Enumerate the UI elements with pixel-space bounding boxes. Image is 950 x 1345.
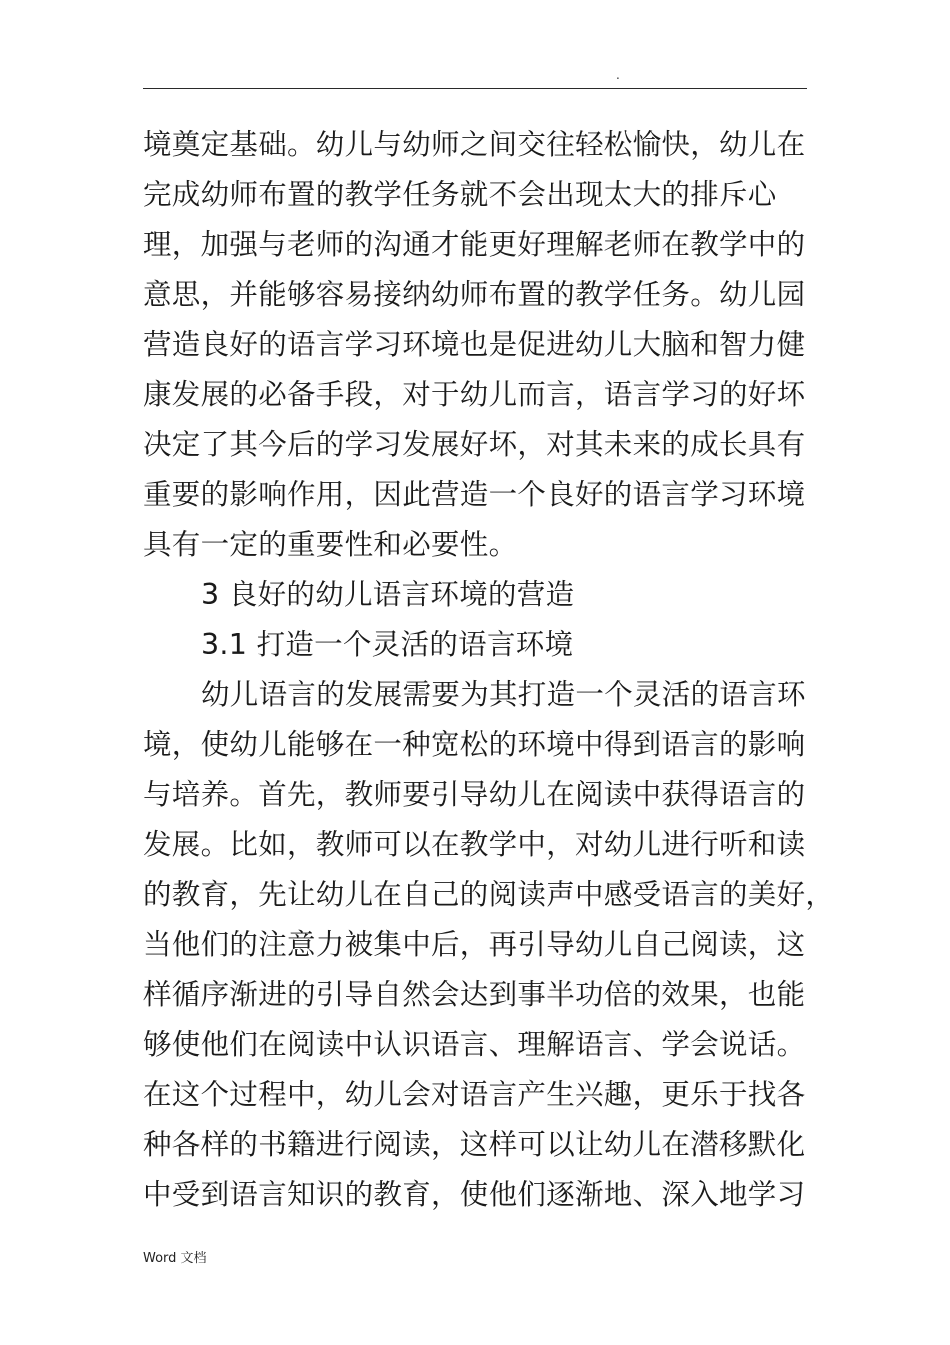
text-line-1: 境奠定基础。幼儿与幼师之间交往轻松愉快，幼儿在 (143, 128, 806, 161)
text-line-3: 理，加强与老师的沟通才能更好理解老师在教学中的 (143, 228, 806, 261)
text-line-21: 种各样的书籍进行阅读，这样可以让幼儿在潜移默化 (143, 1128, 806, 1161)
text-line-9: 具有一定的重要性和必要性。 (143, 528, 518, 561)
text-line-22: 中受到语言知识的教育，使他们逐渐地、深入地学习 (143, 1178, 806, 1211)
text-line-19: 够使他们在阅读中认识语言、理解语言、学会说话。 (143, 1028, 806, 1061)
header-mark: . (616, 68, 620, 82)
subsection-heading: 3.1 打造一个灵活的语言环境 (201, 628, 574, 661)
text-line-7: 决定了其今后的学习发展好坏，对其未来的成长具有 (143, 428, 806, 461)
header-rule (143, 88, 807, 89)
text-line-8: 重要的影响作用，因此营造一个良好的语言学习环境 (143, 478, 806, 511)
text-line-6: 康发展的必备手段，对于幼儿而言，语言学习的好坏 (143, 378, 806, 411)
text-line-13: 境，使幼儿能够在一种宽松的环境中得到语言的影响 (143, 728, 806, 761)
text-line-20: 在这个过程中，幼儿会对语言产生兴趣，更乐于找各 (143, 1078, 806, 1111)
text-line-4: 意思，并能够容易接纳幼师布置的教学任务。幼儿园 (143, 278, 806, 311)
text-line-17: 当他们的注意力被集中后，再引导幼儿自己阅读，这 (143, 928, 806, 961)
text-line-5: 营造良好的语言学习环境也是促进幼儿大脑和智力健 (143, 328, 806, 361)
text-line-14: 与培养。首先，教师要引导幼儿在阅读中获得语言的 (143, 778, 806, 811)
text-line-18: 样循序渐进的引导自然会达到事半功倍的效果，也能 (143, 978, 806, 1011)
document-body (143, 120, 835, 1220)
text-line-16: 的教育，先让幼儿在自己的阅读声中感受语言的美好， (143, 878, 835, 911)
text-line-2: 完成幼师布置的教学任务就不会出现太大的排斥心 (143, 178, 777, 211)
text-line-15: 发展。比如，教师可以在教学中，对幼儿进行听和读 (143, 828, 806, 861)
footer-label: Word 文档 (143, 1251, 207, 1266)
text-line-12: 幼儿语言的发展需要为其打造一个灵活的语言环 (201, 678, 806, 711)
section-heading: 3 良好的幼儿语言环境的营造 (201, 578, 575, 611)
